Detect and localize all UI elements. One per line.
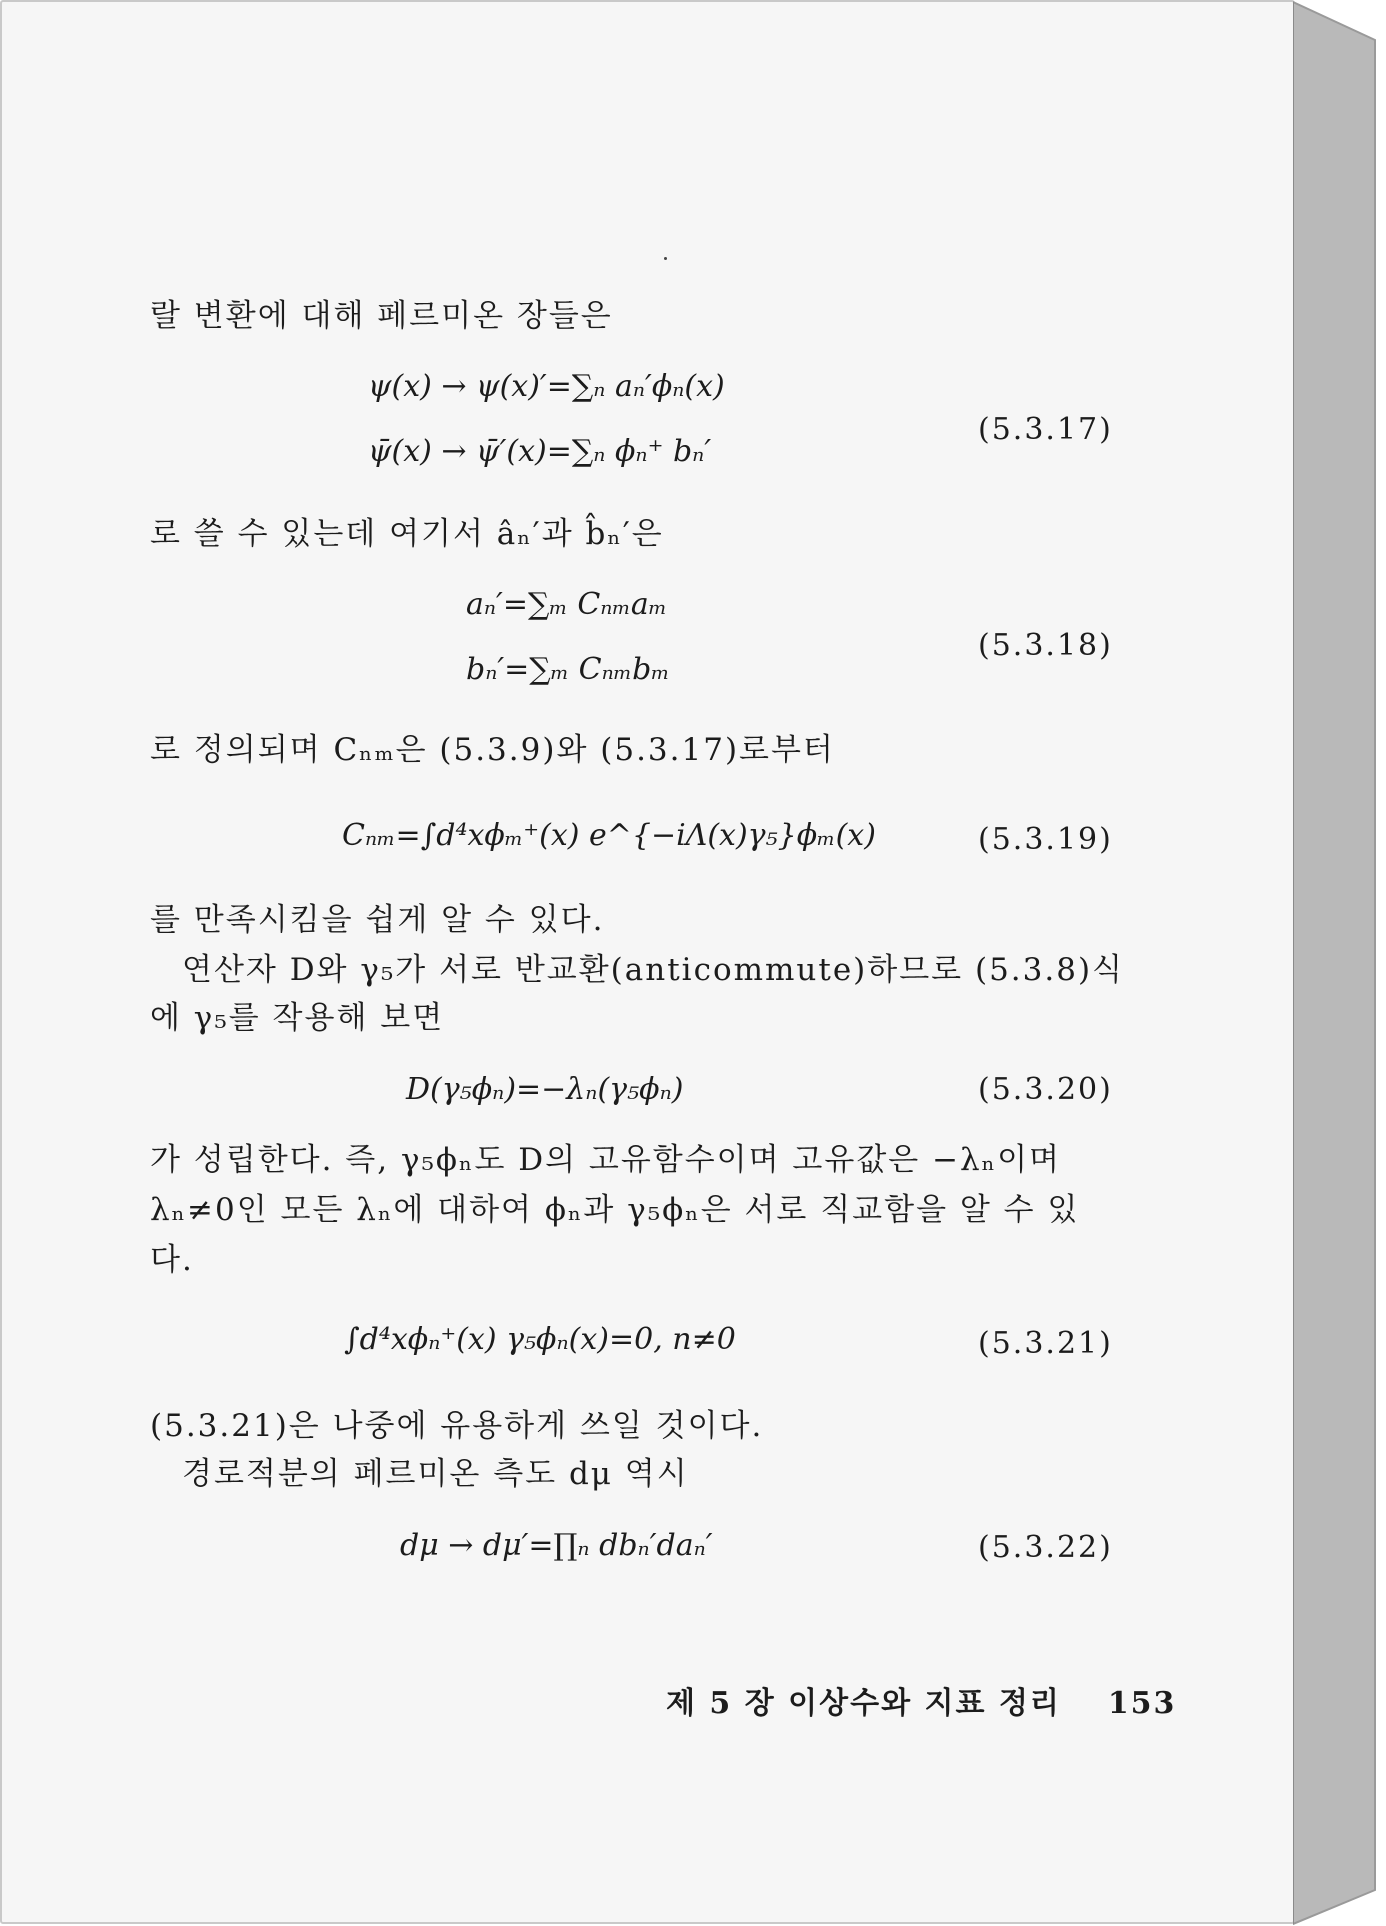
page-footer: [666, 1678, 1176, 1722]
speck: [664, 257, 667, 260]
paragraph-8: 경로적분의 페르미온 측도 dμ 역시: [182, 1456, 689, 1492]
equation-number-19: (5.3.19): [978, 822, 1113, 857]
equation-19: Cₙₘ=∫d⁴xϕₘ⁺(x) e^{−iΛ(x)γ₅}ϕₘ(x): [342, 818, 876, 853]
paragraph-2: 로 쓸 수 있는데 여기서 âₙ′과 b̂ₙ′은: [150, 516, 664, 552]
equation-22: dμ → dμ′=∏ₙ dbₙ′daₙ′: [400, 1528, 713, 1563]
page-number: 153: [1107, 1686, 1177, 1721]
equation-18b: bₙ′=∑ₘ Cₙₘbₘ: [466, 652, 670, 687]
paragraph-3: 로 정의되며 Cₙₘ은 (5.3.9)와 (5.3.17)로부터: [150, 732, 835, 768]
equation-17b: ψ̄(x) → ψ̄′(x)=∑ₙ ϕₙ⁺ bₙ′: [368, 434, 712, 469]
equation-21: ∫d⁴xϕₙ⁺(x) γ₅ϕₙ(x)=0, n≠0: [344, 1322, 736, 1357]
equation-number-21: (5.3.21): [978, 1326, 1113, 1361]
chapter-title: 제 5 장 이상수와 지표 정리: [666, 1686, 1061, 1721]
paragraph-4: 를 만족시킴을 쉽게 알 수 있다.: [150, 902, 605, 938]
paragraph-5-line-1: 연산자 D와 γ₅가 서로 반교환(anticommute)하므로 (5.3.8)식: [182, 952, 1124, 988]
equation-number-18: (5.3.18): [978, 628, 1113, 663]
equation-18a: aₙ′=∑ₘ Cₙₘaₘ: [466, 587, 668, 622]
paragraph-5-line-2: 에 γ₅를 작용해 보면: [150, 1000, 445, 1036]
equation-number-20: (5.3.20): [978, 1072, 1113, 1107]
equation-17a: ψ(x) → ψ(x)′=∑ₙ aₙ′ϕₙ(x): [368, 369, 725, 404]
paragraph-6-line-1: 가 성립한다. 즉, γ₅ϕₙ도 D의 고유함수이며 고유값은 −λₙ이며: [150, 1142, 1061, 1178]
paragraph-6-line-3: 다.: [150, 1242, 194, 1278]
paragraph-7: (5.3.21)은 나중에 유용하게 쓰일 것이다.: [150, 1408, 764, 1444]
equation-number-17: (5.3.17): [978, 412, 1113, 447]
equation-number-22: (5.3.22): [978, 1530, 1113, 1565]
paragraph-6-line-2: λₙ≠0인 모든 λₙ에 대하여 ϕₙ과 γ₅ϕₙ은 서로 직교함을 알 수 있: [150, 1192, 1080, 1228]
equation-20: D(γ₅ϕₙ)=−λₙ(γ₅ϕₙ): [406, 1072, 684, 1107]
paragraph-1: 랄 변환에 대해 페르미온 장들은: [150, 298, 613, 334]
